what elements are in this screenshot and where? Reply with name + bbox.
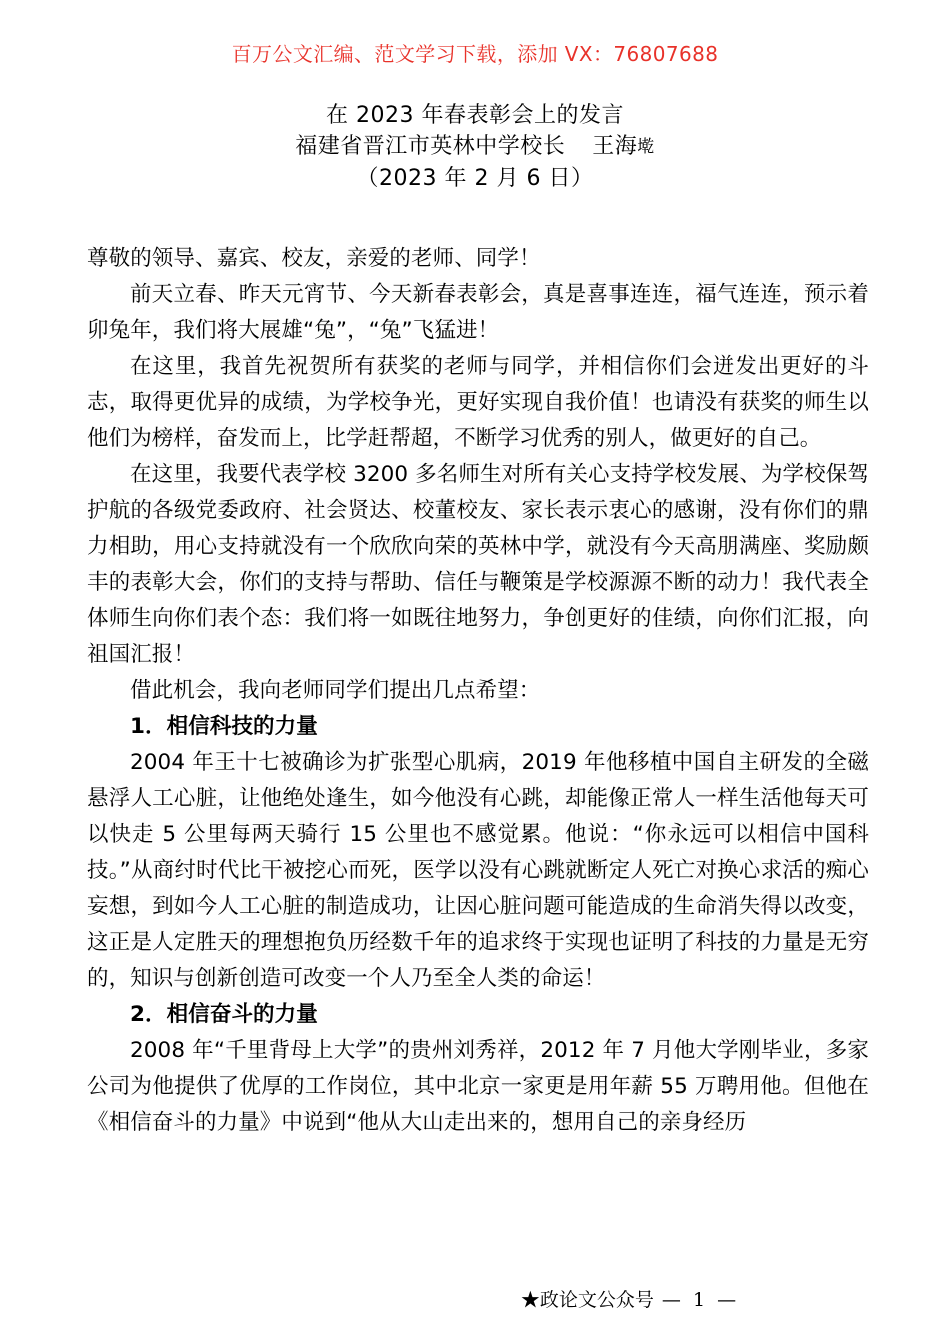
- document-byline: [0, 131, 950, 163]
- paragraph-thanks: 在这里，我要代表学校 3200 多名师生对所有关心支持学校发展、为学校保驾护航的各级党委政府、社会贤达、校董校友、家长表示衷心的感谢，没有你们的鼎力相助，用心支持就没有一个欣欣向荣的英林中学，就没有今天高朋满座、奖励颇丰的表彰大会，你们的支持与帮助、信任与鞭策是学校源源不断的动力！我代表全体师生向你们表个态：我们将一如既往地努力，争创更好的佳绩，向你们汇报，向祖国汇报！: [87, 462, 869, 667]
- byline-author-name-rare-char: 墘: [637, 137, 655, 157]
- byline-author-name: 王海: [592, 134, 638, 159]
- document-title: 在 2023 年春表彰会上的发言: [326, 103, 624, 128]
- document-date: （2023 年 2 月 6 日）: [356, 166, 594, 191]
- footer-watermark: ★政论文公众号: [520, 1289, 654, 1311]
- paragraph-tech-story: 2004 年王十七被确诊为扩张型心肌病，2019 年他移植中国自主研发的全磁悬浮人工心脏，让他绝处逢生，如今他没有心跳，却能像正常人一样生活他每天可以快走 5 公里每两天骑行 15 公里也不感觉累。他说：“你永远可以相信中国科技。”从商纣时代比干被挖心而死，医学以没有心跳就断定人死亡对换心求活的痴心妄想，到如今人工心脏的制造成功，让因心脏问题可能造成的生命消失得以改变，这正是人定胜天的理想抱负历经数千年的追求终于实现也证明了科技的力量是无穷的，知识与创新创造可改变一个人乃至全人类的命运！: [87, 750, 869, 991]
- page-footer: [0, 1288, 950, 1312]
- paragraph-struggle-story: 2008 年“千里背母上大学”的贵州刘秀祥，2012 年 7 月他大学刚毕业，多家公司为他提供了优厚的工作岗位，其中北京一家更是用年薪 55 万聘用他。但他在《相信奋斗的力量》中说到“他从大山走出来的，想用自己的亲身经历: [87, 1038, 869, 1135]
- section-heading-1: 1．相信科技的力量: [130, 714, 318, 739]
- document-body: [87, 241, 869, 1141]
- section-heading-2: 2．相信奋斗的力量: [130, 1002, 318, 1027]
- paragraph-hopes-intro: 借此机会，我向老师同学们提出几点希望：: [130, 678, 541, 703]
- footer-page-number: — 1 —: [661, 1289, 740, 1311]
- paragraph-new-year-greeting: 前天立春、昨天元宵节、今天新春表彰会，真是喜事连连，福气连连，预示着卯兔年，我们将大展雄“兔”，“兔”飞猛进！: [87, 282, 869, 343]
- title-block: [0, 100, 950, 194]
- promo-banner-text: 百万公文汇编、范文学习下载，添加 VX：76807688: [231, 42, 719, 66]
- paragraph-congratulations: 在这里，我首先祝贺所有获奖的老师与同学，并相信你们会迸发出更好的斗志，取得更优异的成绩，为学校争光，更好实现自我价值！也请没有获奖的师生以他们为榜样，奋发而上，比学赶帮超，不断学习优秀的别人，做更好的自己。: [87, 354, 869, 451]
- byline-affiliation: 福建省晋江市英林中学校长: [295, 134, 566, 159]
- paragraph-salutation: 尊敬的领导、嘉宾、校友，亲爱的老师、同学！: [87, 246, 541, 271]
